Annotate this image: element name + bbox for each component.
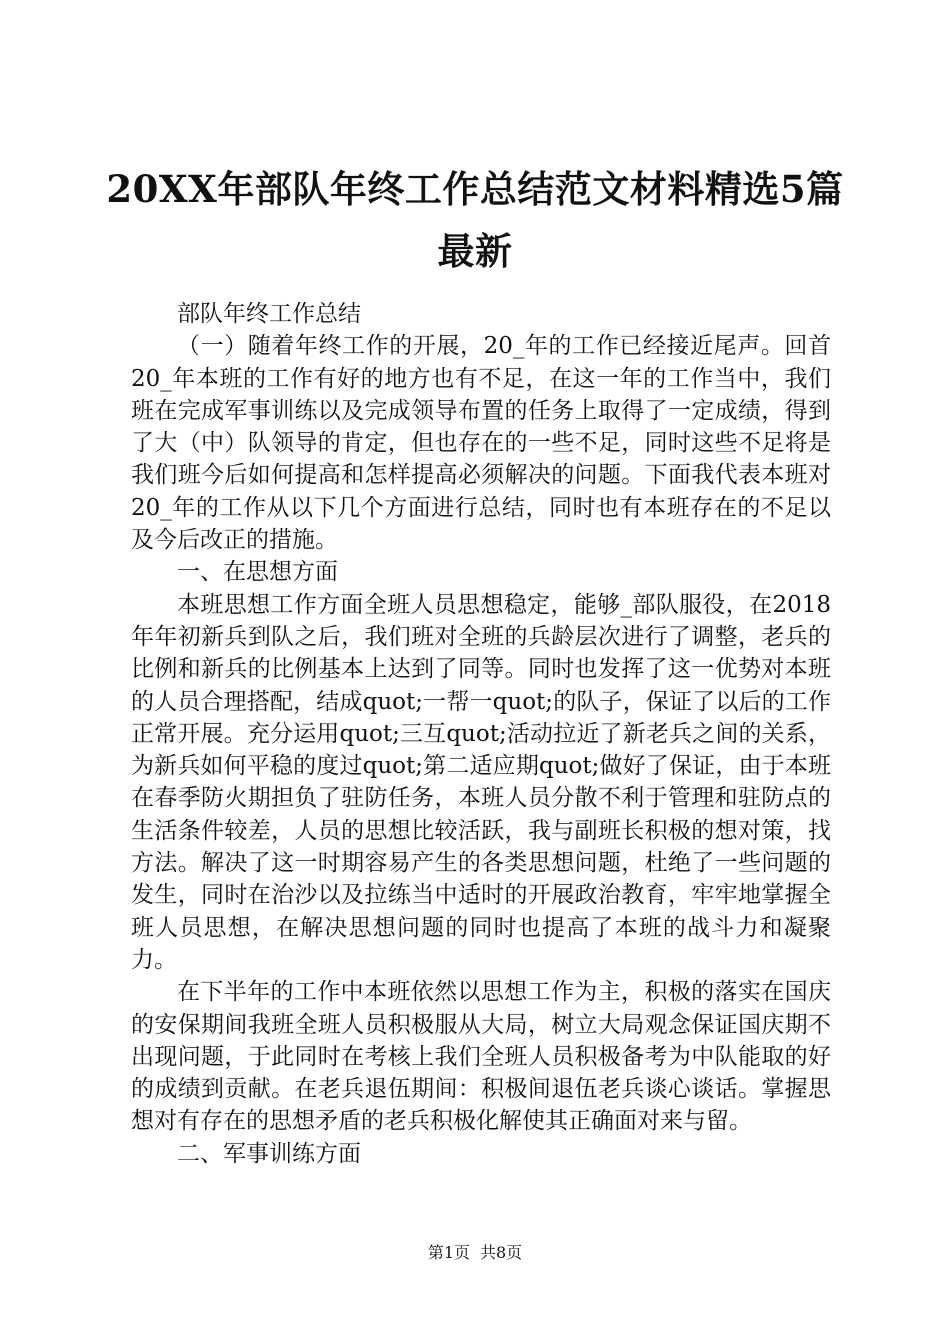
body-paragraph: 在下半年的工作中本班依然以思想工作为主，积极的落实在国庆的安保期间我班全班人员积极服从大局，树立大局观念保证国庆期不出现问题，于此同时在考核上我们全班人员积极备考为中队能取的好的成绩到贡献。在老兵退伍期间：积极间退伍老兵谈心谈话。掌握思想对有存在的思想矛盾的老兵积极化解使其正确面对来与留。 [131, 979, 831, 1135]
page-footer [0, 1243, 950, 1263]
body-paragraph: （一）随着年终工作的开展，20_年的工作已经接近尾声。回首20_年本班的工作有好的地方也有不足，在这一年的工作当中，我们班在完成军事训练以及完成领导布置的任务上取得了一定成绩，得到了大（中）队领导的肯定，但也存在的一些不足，同时这些不足将是我们班今后如何提高和怎样提高必须解决的问题。下面我代表本班对20_年的工作从以下几个方面进行总结，同时也有本班存在的不足以及今后改正的措施。 [131, 333, 831, 554]
body-paragraph: 本班思想工作方面全班人员思想稳定，能够_部队服役，在2018年年初新兵到队之后，我们班对全班的兵龄层次进行了调整，老兵的比例和新兵的比例基本上达到了同等。同时也发挥了这一优势对本班的人员合理搭配，结成quot;一帮一quot;的队子，保证了以后的工作正常开展。充分运用quot;三互quot;活动拉近了新老兵之间的关系，为新兵如何平稳的度过quot;第二适应期quot;做好了保证，由于本班在春季防火期担负了驻防任务，本班人员分散不利于管理和驻防点的生活条件较差，人员的思想比较活跃，我与副班长积极的想对策，找方法。解决了这一时期容易产生的各类思想问题，杜绝了一些问题的发生，同时在治沙以及拉练当中适时的开展政治教育，牢牢地掌握全班人员思想，在解决思想问题的同时也提高了本班的战斗力和凝聚力。 [131, 591, 831, 973]
page-total: 共8页 [480, 1243, 523, 1262]
document-title: 20XX年部队年终工作总结范文材料精选5篇最新 [106, 167, 844, 273]
section-heading: 二、军事训练方面 [177, 1140, 361, 1167]
document-body [131, 298, 831, 1170]
section-heading: 部队年终工作总结 [177, 301, 361, 327]
page-number: 第1页 [427, 1243, 470, 1262]
section-heading: 一、在思想方面 [177, 559, 338, 586]
